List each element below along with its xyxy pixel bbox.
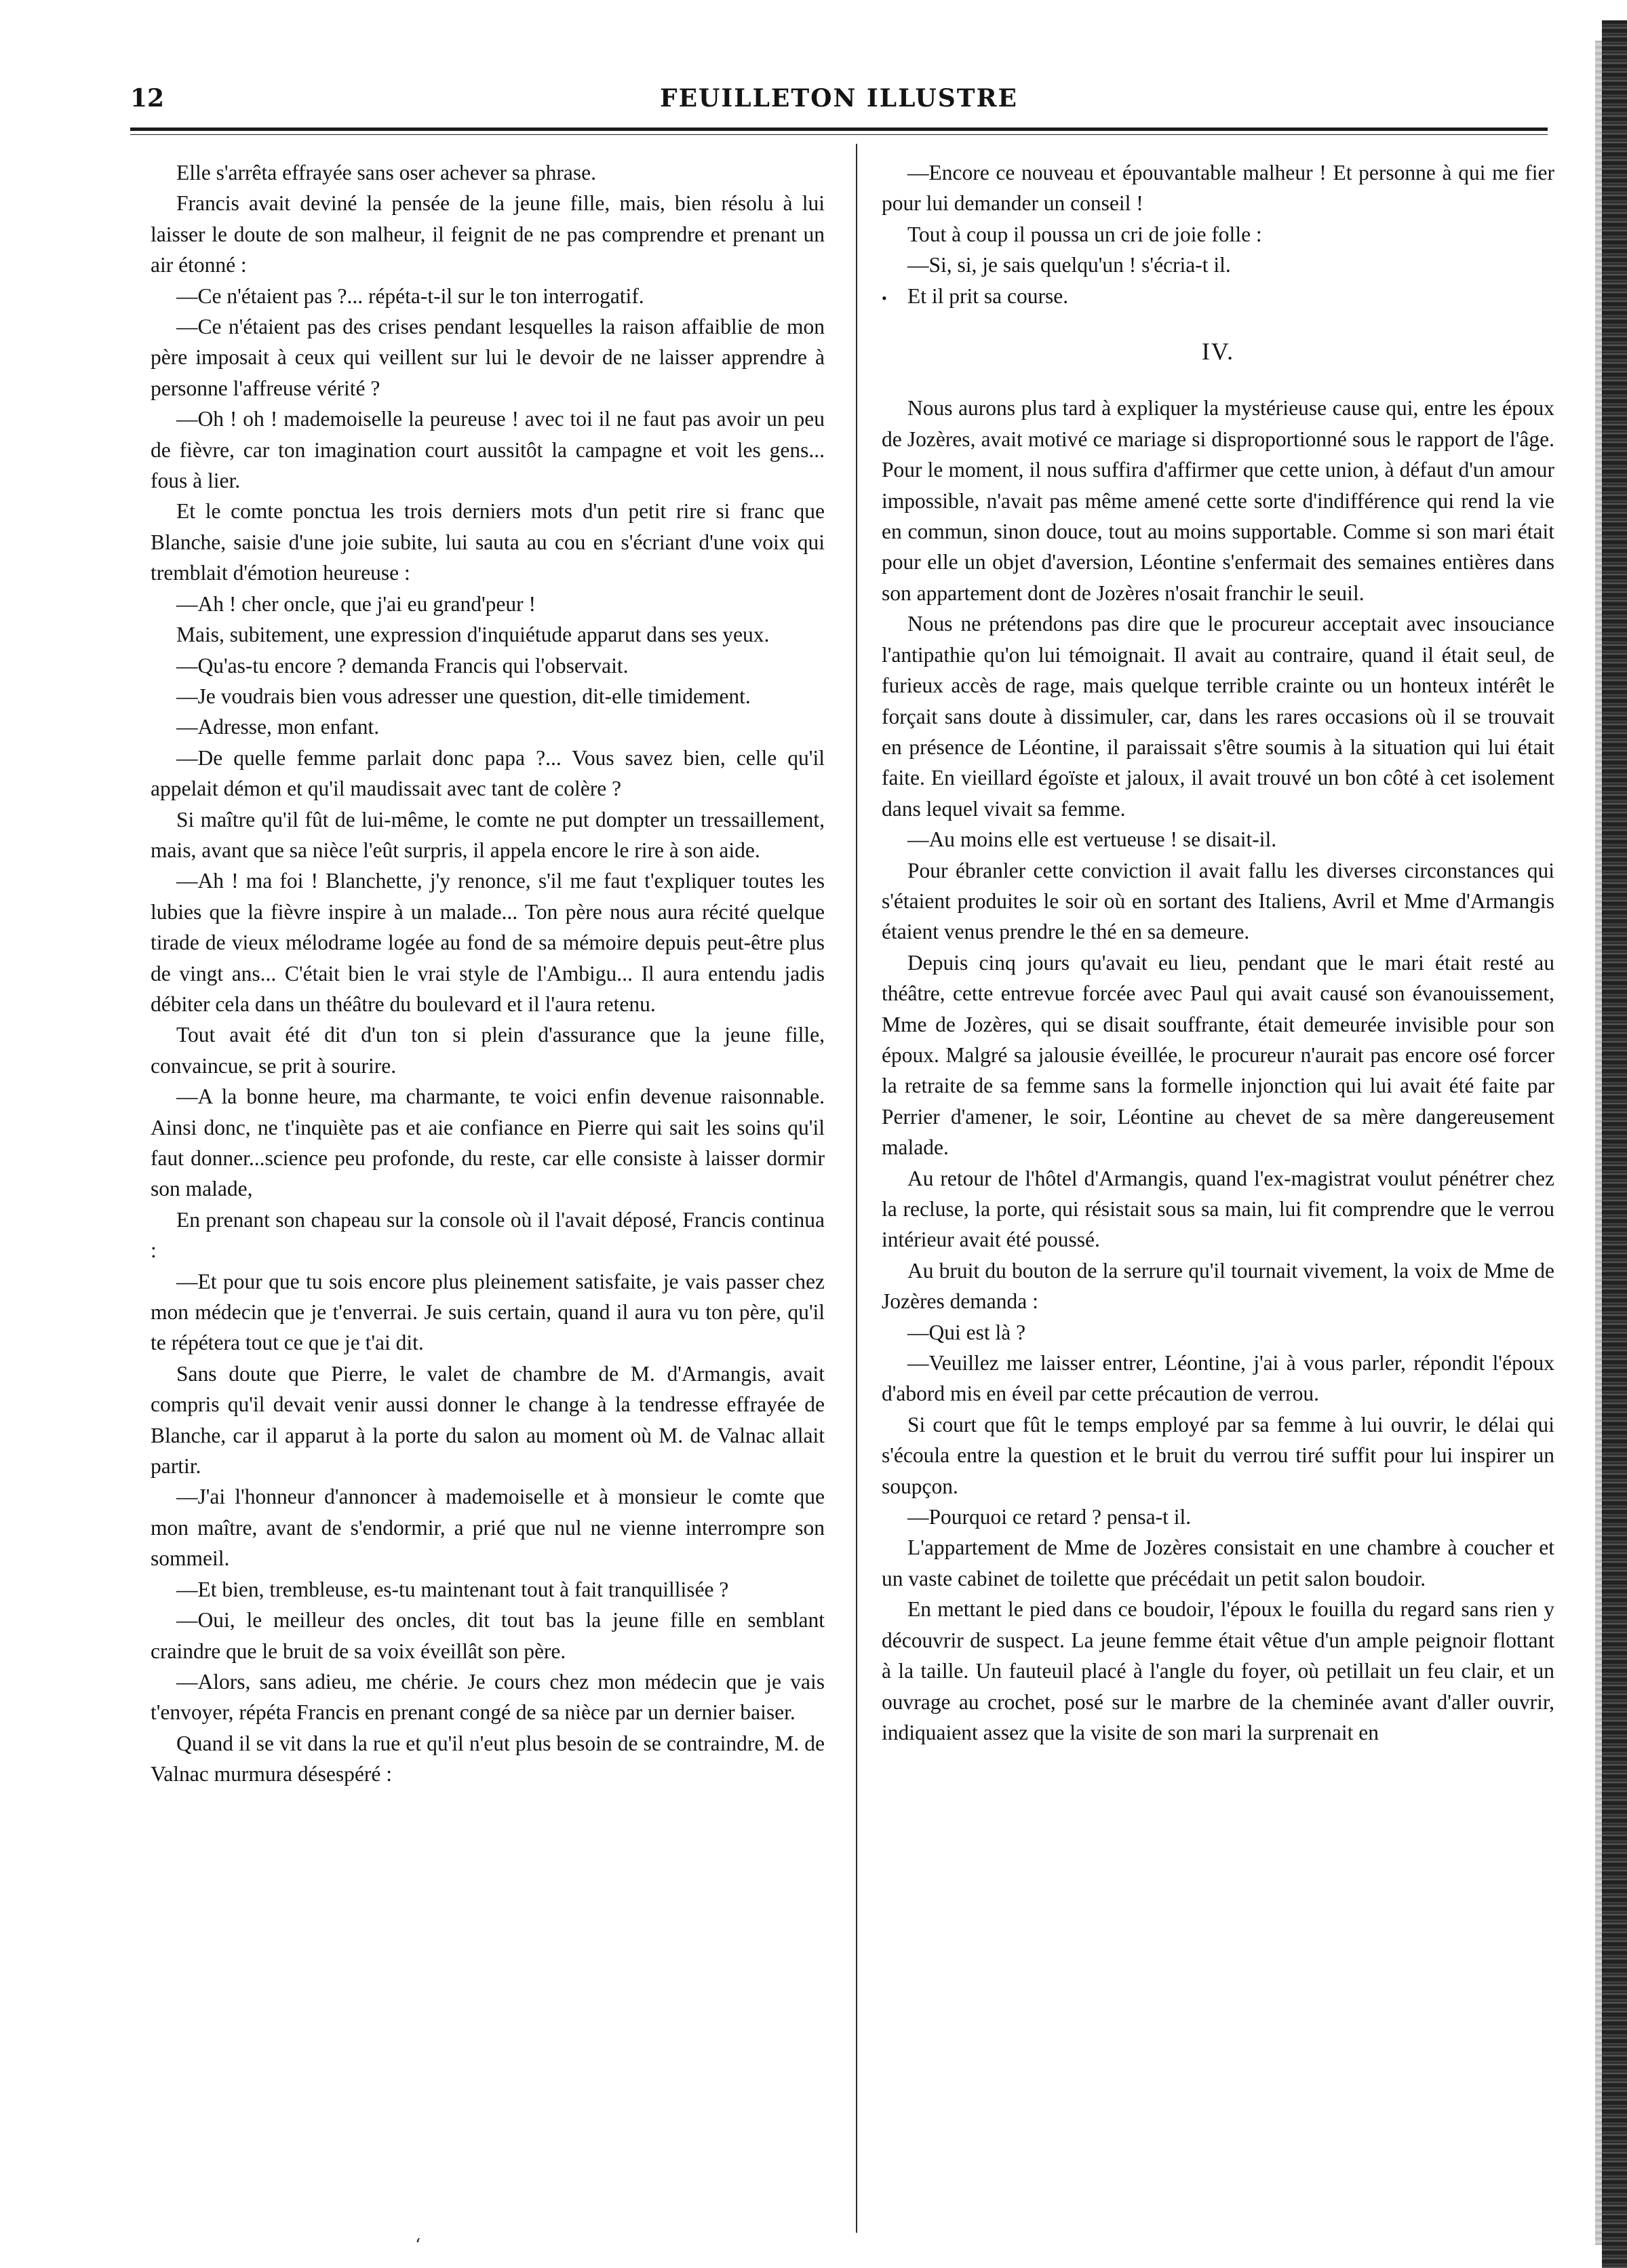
paragraph: —Oui, le meilleur des oncles, dit tout bas la jeune fille en semblant craindre que le bruit de sa voix éveillât son père. xyxy=(151,1608,825,1663)
header-rule xyxy=(130,128,1548,131)
right-column-top xyxy=(882,157,1554,281)
header-rule-thin xyxy=(130,134,1548,135)
paragraph: —Ah ! ma foi ! Blanchette, j'y renonce, s'il me faut t'expliquer toutes les lubies que la fièvre inspire à un malade... Ton père nous aura récité quelque tirade de vieux mélodrame logée au fond de sa mémoire depuis peut-être plus de vingt ans... C'était bien le vrai style de l'Ambigu... Il aura entendu jadis débiter cela dans un théâtre du boulevard et il l'aura retenu. xyxy=(151,869,825,1016)
paragraph: —Au moins elle est vertueuse ! se disait-il. xyxy=(907,827,1277,852)
paragraph: Elle s'arrêta effrayée sans oser achever sa phrase. xyxy=(176,161,597,184)
paragraph: —Alors, sans adieu, me chérie. Je cours chez mon médecin que je vais t'envoyer, répéta Francis en prenant congé de sa nièce par un dernier baiser. xyxy=(151,1669,825,1725)
paragraph: —A la bonne heure, ma charmante, te voici enfin devenue raisonnable. Ainsi donc, ne t'inquiète pas et aie confiance en Pierre qui sait les soins qu'il faut donner...science peu profonde, du reste, car elle consiste à laisser dormir son malade, xyxy=(151,1084,825,1201)
paragraph: Nous ne prétendons pas dire que le procureur acceptait avec insouciance l'antipathie qu'on lui témoignait. Il avait au contraire, quand il était seul, de furieux accès de rage, mais quelque terrible crainte ou un honteux intérêt le forçait sans doute à dissimuler, car, dans les rares occasions où il se trouvait en présence de Léontine, il paraissait s'être soumis à la situation qui lui était faite. En vieillard égoïste et jaloux, il avait trouvé un bon côté à cet isolement dans lequel vivait sa femme. xyxy=(882,612,1554,821)
paragraph: Quand il se vit dans la rue et qu'il n'eut plus besoin de se contraindre, M. de Valnac murmura désespéré : xyxy=(151,1731,825,1786)
paragraph: —Oh ! oh ! mademoiselle la peureuse ! avec toi il ne faut pas avoir un peu de fièvre, car ton imagination court aussitôt la campagne et voit les gens... fous à lier. xyxy=(151,407,825,493)
scan-edge xyxy=(1602,20,1627,2268)
paragraph: • Et il prit sa course. xyxy=(882,281,1554,313)
paragraph: —Ce n'étaient pas ?... répéta-t-il sur le ton interrogatif. xyxy=(176,284,644,308)
stray-ink-mark: ʻ xyxy=(415,2235,421,2256)
paragraph: —Et bien, trembleuse, es-tu maintenant tout à fait tranquillisée ? xyxy=(176,1577,729,1601)
paragraph: —Et pour que tu sois encore plus pleinement satisfaite, je vais passer chez mon médecin que je t'enverrai. Je suis certain, quand il aura vu ton père, qu'il te répétera tout ce que je t'ai dit. xyxy=(151,1269,825,1355)
page-header xyxy=(130,76,1548,123)
paragraph: —Qu'as-tu encore ? demanda Francis qui l'observait. xyxy=(176,653,629,678)
paragraph: —Je voudrais bien vous adresser une question, dit-elle timidement. xyxy=(176,684,751,708)
paragraph: —Pourquoi ce retard ? pensa-t il. xyxy=(907,1505,1192,1529)
paragraph: Francis avait deviné la pensée de la jeune fille, mais, bien résolu à lui laisser le doute de son malheur, il feignit de ne pas comprendre et prenant un air étonné : xyxy=(151,191,825,277)
paragraph: L'appartement de Mme de Jozères consistait en une chambre à coucher et un vaste cabinet de toilette que précédait un petit salon boudoir. xyxy=(882,1536,1554,1590)
paragraph: Nous aurons plus tard à expliquer la mystérieuse cause qui, entre les époux de Jozères, avait motivé ce mariage si disproportionné sous le rapport de l'âge. Pour le moment, il nous suffira d'affirmer que cette union, à défaut d'un amour impossible, n'avait pas même amené cette sorte d'indifférence qui rend la vie en commun, sinon douce, tout au moins supportable. Comme si son mari était pour elle un objet d'aversion, Léontine s'enfermait des semaines entières dans son appartement dont de Jozères n'osait franchir le seuil. xyxy=(882,396,1554,605)
paragraph: Au bruit du bouton de la serrure qu'il tournait vivement, la voix de Mme de Jozères demanda : xyxy=(882,1258,1554,1314)
page-number: 12 xyxy=(130,84,165,113)
running-title: FEUILLETON ILLUSTRE xyxy=(660,84,1018,113)
paragraph: —Qui est là ? xyxy=(907,1320,1026,1344)
paragraph: Tout à coup il poussa un cri de joie folle : xyxy=(907,222,1262,246)
paragraph: Mais, subitement, une expression d'inquiétude apparut dans ses yeux. xyxy=(176,623,770,647)
paragraph: Depuis cinq jours qu'avait eu lieu, pendant que le mari était resté au théâtre, cette entrevue forcée avec Paul qui avait causé son évanouissement, Mme de Jozères, qui se disait souffrante, était demeurée invisible pour son époux. Malgré sa jalousie éveillée, le procureur n'aurait pas encore osé forcer la retraite de sa femme sans la formelle injonction qui lui avait été faite par Perrier d'amener, le soir, Léontine au chevet de sa mère dangereusement malade. xyxy=(882,950,1554,1160)
paragraph: —Adresse, mon enfant. xyxy=(176,715,380,739)
paragraph: Et le comte ponctua les trois derniers mots d'un petit rire si franc que Blanche, saisie d'une joie subite, lui sauta au cou en s'écriant d'une voix qui tremblait d'émotion heureuse : xyxy=(151,499,825,585)
paragraph: Si maître qu'il fût de lui-même, le comte ne put dompter un tressaillement, mais, avant que sa nièce l'eût surpris, il appela encore le rire à son aide. xyxy=(151,807,825,862)
paragraph: Si court que fût le temps employé par sa femme à lui ouvrir, le délai qui s'écoula entre la question et le bruit du verrou tiré suffit pour lui inspirer un soupçon. xyxy=(882,1412,1554,1498)
paragraph: En mettant le pied dans ce boudoir, l'époux le fouilla du regard sans rien y découvrir de suspect. La jeune femme était vêtue d'un ample peignoir flottant à la taille. Un fauteuil placé à l'angle du foyer, où petillait un feu clair, et un ouvrage au crochet, posé sur le marbre de la cheminée avant d'aller ouvrir, indiquaient assez que la visite de son mari la surprenait en xyxy=(882,1597,1554,1744)
paragraph: Pour ébranler cette conviction il avait fallu les diverses circonstances qui s'étaient produites le soir où en sortant des Italiens, Avril et Mme d'Armangis étaient venus prendre le thé en sa demeure. xyxy=(882,858,1554,944)
paragraph: —Ah ! cher oncle, que j'ai eu grand'peur ! xyxy=(176,591,536,616)
paragraph: —De quelle femme parlait donc papa ?... Vous savez bien, celle qu'il appelait démon et qu'il maudissait avec tant de colère ? xyxy=(151,745,825,801)
paragraph: —Veuillez me laisser entrer, Léontine, j'ai à vous parler, répondit l'époux d'abord mis en éveil par cette précaution de verrou. xyxy=(882,1351,1554,1406)
column-divider xyxy=(856,144,857,2233)
paragraph: En prenant son chapeau sur la console où il l'avait déposé, Francis continua : xyxy=(151,1207,825,1263)
paragraph: —Ce n'étaient pas des crises pendant lesquelles la raison affaiblie de mon père imposait à ceux qui veillent sur lui le devoir de ne laisser apprendre à personne l'affreuse vérité ? xyxy=(151,315,825,400)
left-column xyxy=(151,157,825,1790)
right-column xyxy=(882,157,1554,1748)
paragraph: Sans doute que Pierre, le valet de chambre de M. d'Armangis, avait compris qu'il devait venir aussi donner le change à la tendresse effrayée de Blanche, car il apparut à la porte du salon au moment où M. de Valnac allait partir. xyxy=(151,1361,825,1479)
right-column-bottom xyxy=(882,393,1554,1748)
paragraph: Tout avait été dit d'un ton si plein d'assurance que la jeune fille, convaincue, se prit à sourire. xyxy=(151,1023,825,1078)
paragraph: Au retour de l'hôtel d'Armangis, quand l'ex-magistrat voulut pénétrer chez la recluse, la porte, qui résistait sous sa main, lui fit comprendre que le verrou intérieur avait été poussé. xyxy=(882,1166,1554,1252)
section-heading: IV. xyxy=(1201,338,1235,366)
paragraph: —J'ai l'honneur d'annoncer à mademoiselle et à monsieur le comte que mon maître, avant de s'endormir, a prié que nul ne vienne interrompre son sommeil. xyxy=(151,1485,825,1571)
paragraph: —Si, si, je sais quelqu'un ! s'écria-t il. xyxy=(907,253,1231,277)
paragraph: —Encore ce nouveau et épouvantable malheur ! Et personne à qui me fier pour lui demander un conseil ! xyxy=(882,161,1554,216)
